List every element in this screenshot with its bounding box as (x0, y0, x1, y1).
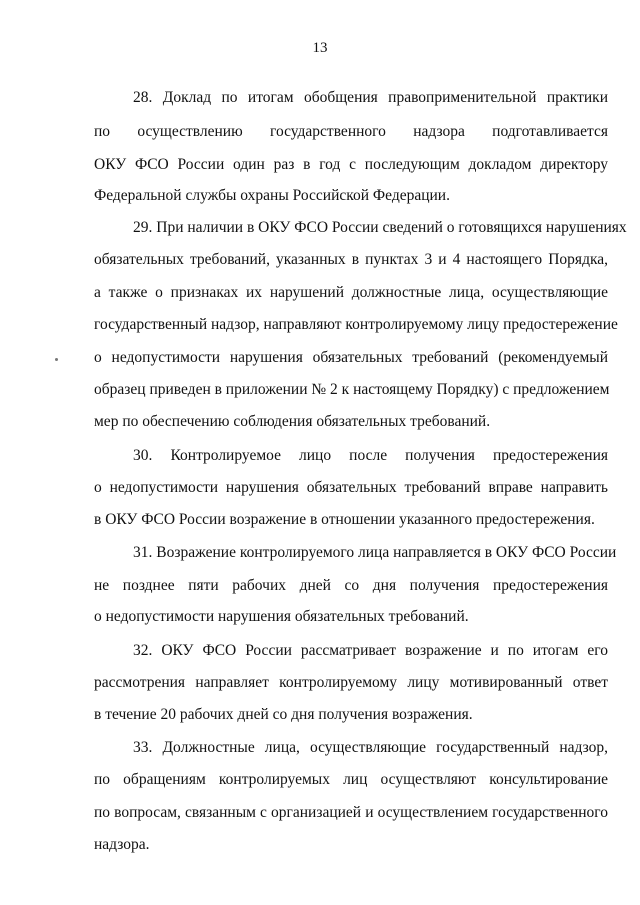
paragraph-31-line-1: 31. Возражение контролируемого лица направляется в ОКУ ФСО России (133, 544, 617, 561)
paragraph-29-line-7: мер по обеспечению соблюдения обязательных требований. (94, 413, 491, 430)
paragraph-28-line-3: ОКУ ФСО России один раз в год с последующим докладом директору (94, 156, 608, 173)
paragraph-28-line-1: 28. Доклад по итогам обобщения правоприменительной практики (133, 89, 608, 106)
paragraph-32-line-3: в течение 20 рабочих дней со дня получения возражения. (94, 706, 473, 723)
scan-margin-dot (55, 358, 58, 361)
paragraph-28-line-4: Федеральной службы охраны Российской Федерации. (94, 187, 450, 204)
paragraph-30-line-2: о недопустимости нарушения обязательных требований вправе направить (94, 479, 608, 496)
paragraph-31-line-3: о недопустимости нарушения обязательных требований. (94, 608, 469, 625)
paragraph-29-line-2: обязательных требований, указанных в пунктах 3 и 4 настоящего Порядка, (94, 251, 608, 268)
page-number: 13 (312, 40, 328, 56)
paragraph-30-line-3: в ОКУ ФСО России возражение в отношении указанного предостережения. (94, 511, 595, 528)
paragraph-33-line-2: по обращениям контролируемых лиц осуществляют консультирование (94, 771, 608, 788)
paragraph-33-line-3: по вопросам, связанным с организацией и осуществлением государственного (94, 804, 608, 821)
paragraph-30-line-1: 30. Контролируемое лицо после получения предостережения (133, 447, 608, 464)
paragraph-29-line-3: а также о признаках их нарушений должностные лица, осуществляющие (94, 284, 608, 301)
paragraph-33-line-1: 33. Должностные лица, осуществляющие государственный надзор, (133, 739, 608, 756)
paragraph-33-line-4: надзора. (94, 836, 150, 853)
paragraph-29-line-5: о недопустимости нарушения обязательных требований (рекомендуемый (94, 349, 608, 366)
paragraph-32-line-1: 32. ОКУ ФСО России рассматривает возражение и по итогам его (133, 642, 608, 659)
paragraph-28-line-2: по осуществлению государственного надзора подготавливается (94, 123, 608, 140)
paragraph-32-line-2: рассмотрения направляет контролируемому лицу мотивированный ответ (94, 674, 608, 691)
paragraph-29-line-4: государственный надзор, направляют контролируемому лицу предостережение (94, 316, 618, 333)
paragraph-29-line-1: 29. При наличии в ОКУ ФСО России сведений о готовящихся нарушениях (133, 219, 627, 236)
paragraph-31-line-2: не позднее пяти рабочих дней со дня получения предостережения (94, 577, 608, 594)
paragraph-29-line-6: образец приведен в приложении № 2 к настоящему Порядку) с предложением (94, 381, 610, 398)
